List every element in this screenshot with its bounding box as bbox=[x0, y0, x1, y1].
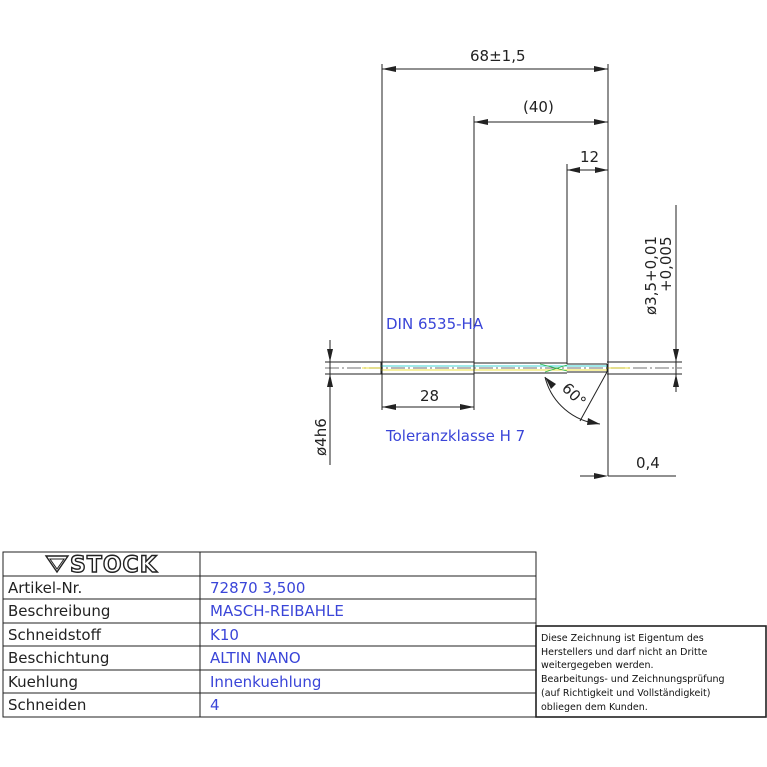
disclaimer-line: obliegen dem Kunden. bbox=[541, 702, 648, 713]
row-value-beschichtung: ALTIN NANO bbox=[210, 649, 301, 667]
disclaimer-line: Bearbeitungs- und Zeichnungsprüfung bbox=[541, 674, 725, 685]
row-label-schneiden: Schneiden bbox=[8, 696, 87, 714]
disclaimer-line: Herstellers und darf nicht an Dritte bbox=[541, 647, 708, 658]
row-value-schneiden: 4 bbox=[210, 696, 220, 714]
row-label-beschichtung: Beschichtung bbox=[8, 649, 110, 667]
chamfer-label: 0,4 bbox=[636, 454, 660, 472]
diameter-upper-label: ø3,5+0,01 bbox=[642, 236, 660, 315]
shank-length-label: (40) bbox=[523, 98, 554, 116]
dimension-diameter bbox=[642, 205, 679, 392]
row-value-beschreibung: MASCH-REIBAHLE bbox=[210, 602, 344, 620]
row-value-artikel: 72870 3,500 bbox=[210, 579, 306, 597]
dimension-chamfer bbox=[580, 454, 676, 479]
disclaimer-box bbox=[536, 626, 766, 717]
row-value-kuehlung: Innenkuehlung bbox=[210, 673, 322, 691]
reamer-outline bbox=[325, 362, 682, 374]
row-label-kuehlung: Kuehlung bbox=[8, 673, 79, 691]
disclaimer-line: (auf Richtigkeit und Vollständigkeit) bbox=[541, 688, 711, 699]
row-value-schneidstoff: K10 bbox=[210, 626, 239, 644]
tolerance-class-note: Toleranzklasse H 7 bbox=[386, 427, 526, 445]
dimension-shank-length bbox=[474, 98, 608, 374]
shank-diameter-label: ø4h6 bbox=[312, 418, 330, 456]
disclaimer-line: Diese Zeichnung ist Eigentum des bbox=[541, 633, 704, 644]
diameter-lower-label: +0,005 bbox=[657, 236, 675, 292]
dimension-cutting-length bbox=[567, 148, 608, 364]
standard-note: DIN 6535-HA bbox=[386, 315, 484, 333]
overall-length-label: 68±1,5 bbox=[470, 47, 526, 65]
row-label-beschreibung: Beschreibung bbox=[8, 602, 111, 620]
cutting-length-label: 12 bbox=[580, 148, 600, 166]
dimension-shank-clamp-length bbox=[382, 374, 474, 410]
row-label-artikel: Artikel-Nr. bbox=[8, 579, 83, 597]
dimension-overall-length bbox=[382, 47, 608, 476]
disclaimer-line: weitergegeben werden. bbox=[541, 660, 654, 671]
logo-text: STOCK bbox=[70, 553, 158, 578]
dimension-point-angle bbox=[545, 372, 607, 425]
dimension-shank-diameter bbox=[312, 340, 333, 465]
stock-logo bbox=[46, 553, 158, 578]
row-label-schneidstoff: Schneidstoff bbox=[8, 626, 101, 644]
title-block bbox=[3, 552, 536, 717]
shank-clamp-length-label: 28 bbox=[420, 387, 440, 405]
point-angle-label: 60° bbox=[558, 379, 590, 411]
